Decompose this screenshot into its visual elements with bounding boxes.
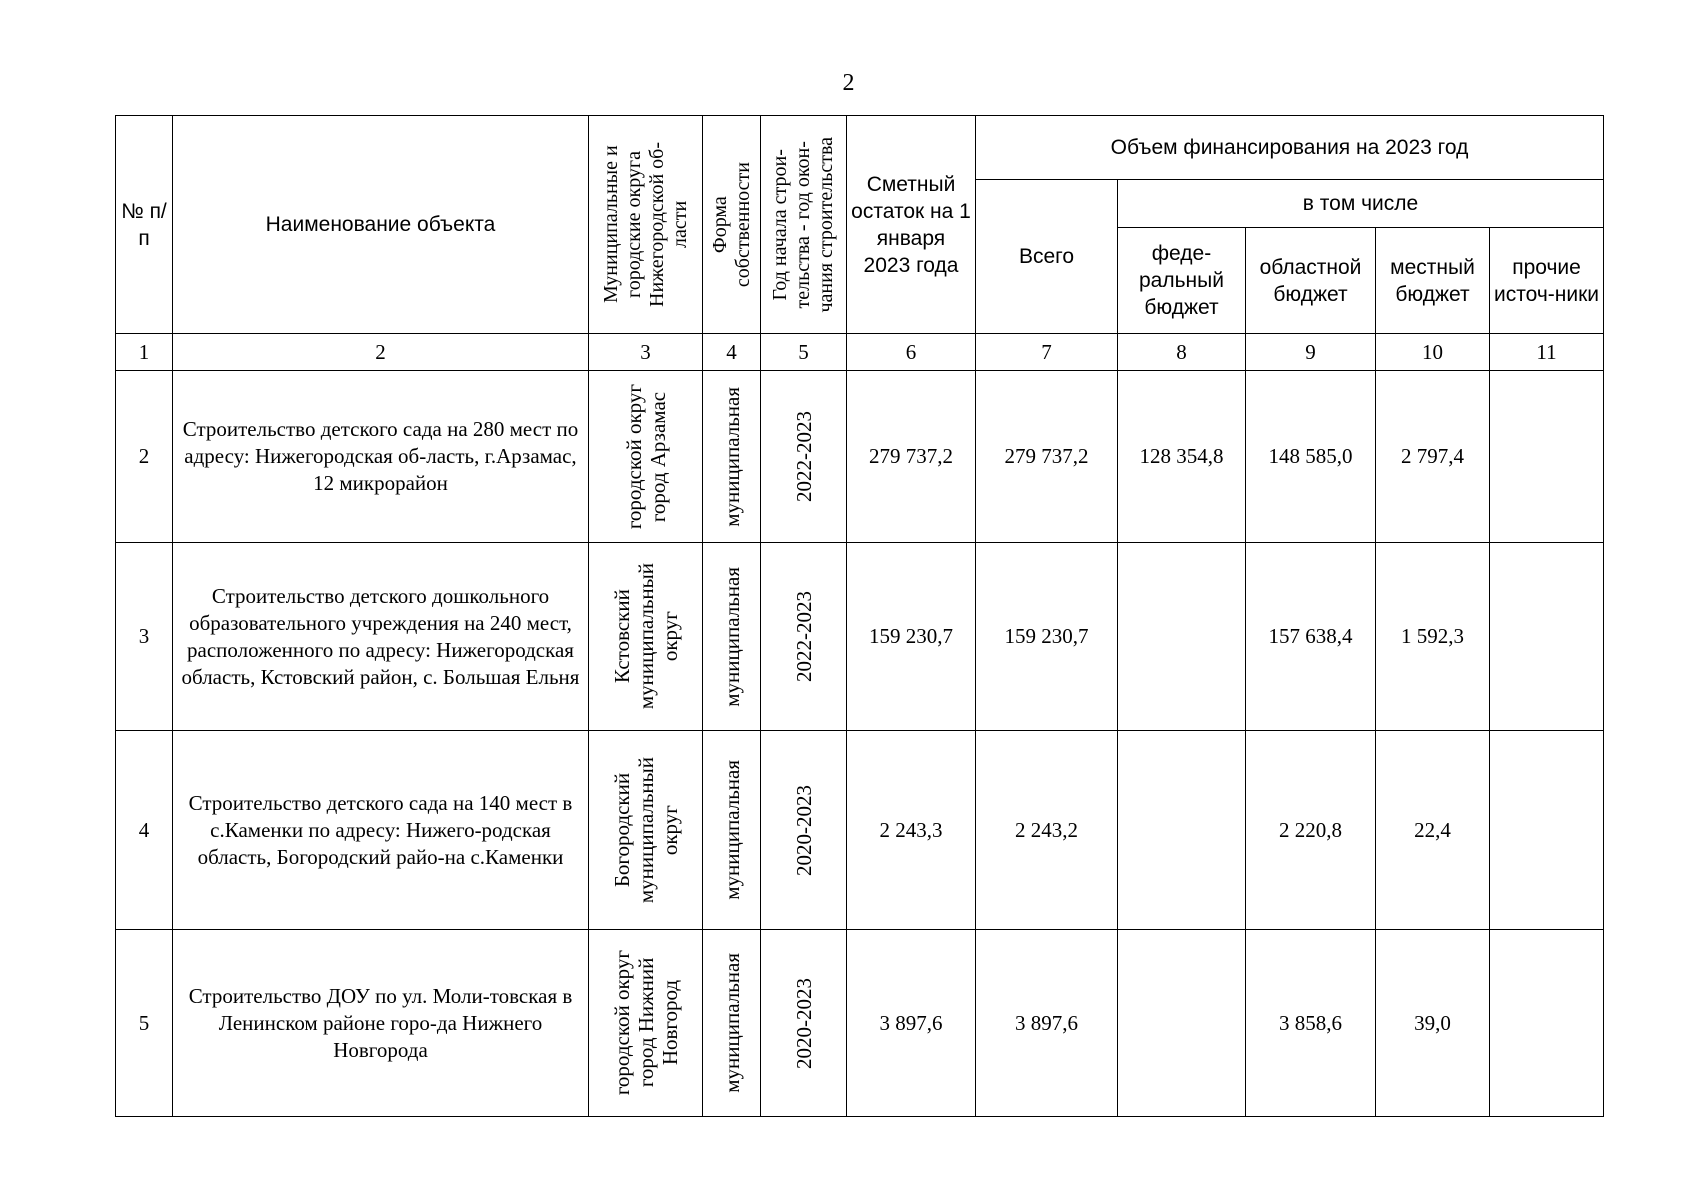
column-number: 3 — [589, 334, 703, 371]
table-row — [116, 731, 1604, 930]
ownership-text: муниципальная — [719, 566, 744, 707]
header-federal: феде-ральный бюджет — [1118, 228, 1246, 334]
table-row — [116, 930, 1604, 1117]
years-text: 2022-2023 — [791, 591, 816, 682]
regional-value: 148 585,0 — [1246, 371, 1376, 543]
object-name: Строительство детского дошкольного образовательного учреждения на 240 мест, расположенного по адресу: Нижегородская область, Кстовский район, с. Большая Ельня — [173, 543, 589, 731]
other-value — [1490, 543, 1604, 731]
federal-value — [1118, 930, 1246, 1117]
ownership-text: муниципальная — [719, 953, 744, 1093]
ownership-cell — [703, 371, 761, 543]
table-row — [116, 371, 1604, 543]
row-num: 3 — [116, 543, 173, 731]
object-name: Строительство ДОУ по ул. Моли-товская в Ленинском районе горо-да Нижнего Новгорода — [173, 930, 589, 1117]
regional-value: 157 638,4 — [1246, 543, 1376, 731]
column-number: 10 — [1376, 334, 1490, 371]
municipality-text: городской округ город Арзамас — [621, 383, 670, 530]
other-value — [1490, 930, 1604, 1117]
header-municipality — [589, 116, 703, 334]
column-number: 6 — [847, 334, 976, 371]
header-object-name: Наименование объекта — [173, 116, 589, 334]
ownership-cell — [703, 731, 761, 930]
header-estimate: Сметный остаток на 1 января 2023 года — [847, 116, 976, 334]
federal-value — [1118, 731, 1246, 930]
column-number: 5 — [761, 334, 847, 371]
row-num: 2 — [116, 371, 173, 543]
years-cell — [761, 930, 847, 1117]
estimate-value: 279 737,2 — [847, 371, 976, 543]
municipality-text: Богородский муниципальный округ — [609, 756, 682, 904]
local-value: 22,4 — [1376, 731, 1490, 930]
local-value: 39,0 — [1376, 930, 1490, 1117]
header-total: Всего — [976, 180, 1118, 334]
table-row — [116, 543, 1604, 731]
column-number: 1 — [116, 334, 173, 371]
ownership-cell — [703, 543, 761, 731]
object-name: Строительство детского сада на 140 мест в с.Каменки по адресу: Нижего-родская область, Богородский райо-на с.Каменки — [173, 731, 589, 930]
column-number: 11 — [1490, 334, 1604, 371]
row-num: 5 — [116, 930, 173, 1117]
header-municipality-text: Муниципальные и городские округа Нижегородской об- ласти — [599, 142, 691, 307]
total-value: 2 243,2 — [976, 731, 1118, 930]
header-funding: Объем финансирования на 2023 год — [976, 116, 1604, 180]
regional-value: 2 220,8 — [1246, 731, 1376, 930]
column-number: 7 — [976, 334, 1118, 371]
header-ownership — [703, 116, 761, 334]
local-value: 2 797,4 — [1376, 371, 1490, 543]
ownership-text: муниципальная — [719, 760, 744, 900]
total-value: 159 230,7 — [976, 543, 1118, 731]
header-including: в том числе — [1118, 180, 1604, 228]
estimate-value: 2 243,3 — [847, 731, 976, 930]
page-number: 2 — [842, 70, 855, 96]
ownership-text: муниципальная — [719, 386, 744, 527]
header-local: местный бюджет — [1376, 228, 1490, 334]
estimate-value: 3 897,6 — [847, 930, 976, 1117]
header-row-1 — [116, 116, 1604, 180]
estimate-value: 159 230,7 — [847, 543, 976, 731]
object-name: Строительство детского сада на 280 мест по адресу: Нижегородская об-ласть, г.Арзамас, 12 микрорайон — [173, 371, 589, 543]
header-regional: областной бюджет — [1246, 228, 1376, 334]
municipality-cell — [589, 371, 703, 543]
column-number: 4 — [703, 334, 761, 371]
federal-value: 128 354,8 — [1118, 371, 1246, 543]
municipality-text: городской округ город Нижний Новгород — [609, 950, 682, 1096]
row-num: 4 — [116, 731, 173, 930]
header-years-text: Год начала строи- тельства - год окон- чания строительства — [769, 136, 837, 313]
years-cell — [761, 543, 847, 731]
column-number: 2 — [173, 334, 589, 371]
regional-value: 3 858,6 — [1246, 930, 1376, 1117]
total-value: 3 897,6 — [976, 930, 1118, 1117]
column-number: 8 — [1118, 334, 1246, 371]
header-ownership-text: Форма собственности — [708, 161, 754, 288]
municipality-cell — [589, 731, 703, 930]
header-other: прочие источ-ники — [1490, 228, 1604, 334]
total-value: 279 737,2 — [976, 371, 1118, 543]
federal-value — [1118, 543, 1246, 731]
local-value: 1 592,3 — [1376, 543, 1490, 731]
years-text: 2020-2023 — [791, 784, 816, 876]
municipality-cell — [589, 930, 703, 1117]
years-text: 2022-2023 — [791, 411, 816, 502]
header-years — [761, 116, 847, 334]
other-value — [1490, 731, 1604, 930]
ownership-cell — [703, 930, 761, 1117]
column-number-row — [116, 334, 1604, 371]
municipality-cell — [589, 543, 703, 731]
years-cell — [761, 371, 847, 543]
column-number: 9 — [1246, 334, 1376, 371]
years-cell — [761, 731, 847, 930]
header-num: № п/п — [116, 116, 173, 334]
years-text: 2020-2023 — [791, 977, 816, 1069]
financing-table — [115, 115, 1604, 1117]
municipality-text: Кстовский муниципальный округ — [609, 563, 682, 710]
other-value — [1490, 371, 1604, 543]
